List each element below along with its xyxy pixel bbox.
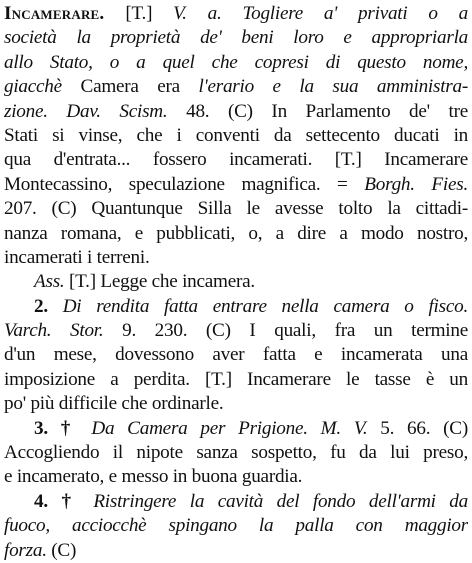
- entry-line-17: po' più difficile che ordinarle.: [4, 393, 224, 415]
- entry-line-13: 2. Di rendita fatta entrare nella camera o fisco.: [34, 295, 468, 317]
- entry-line-16: imposizione a perdita. [T.] Incamerare le tasse è un: [4, 368, 468, 390]
- entry-line-9: 207. (C) Quantunque Silla le avesse tolto la cittadi-: [4, 198, 468, 220]
- headword: Incamerare.: [4, 3, 105, 24]
- entry-line-22: fuoco, acciocchè spingano la palla con maggior: [4, 515, 468, 537]
- entry-line-3: allo Stato, o a quel che copresi di questo nome,: [4, 51, 468, 73]
- entry-line-11: incamerati i terreni.: [4, 246, 150, 268]
- entry-line-5: zione. Dav. Scism. 48. (C) In Parlamento de' tre: [4, 100, 468, 122]
- entry-line-21: 4. † Ristringere la cavità del fondo dell'armi da: [34, 490, 468, 512]
- entry-line-7: qua d'entrata... fossero incamerati. [T.] Incamerare: [4, 149, 468, 171]
- entry-line-6: Stati si vinse, che i conventi da settecento ducati in: [4, 124, 468, 146]
- entry-line-15: d'un mese, dovessono aver fatta e incamerata una: [4, 344, 468, 366]
- entry-line-2: società la proprietà de' beni loro e appropriarla: [4, 27, 468, 49]
- entry-line-1: Incamerare. [T.] V. a. Togliere a' privati o a: [4, 3, 468, 24]
- entry-line-4: giacchè Camera era l'erario e la sua amministra-: [4, 76, 468, 98]
- entry-line-19: Accogliendo il nipote sanza sospetto, fu da lui preso,: [4, 442, 468, 464]
- entry-line-12: Ass. [T.] Legge che incamera.: [34, 271, 255, 293]
- entry-line-18: 3. † Da Camera per Prigione. M. V. 5. 66. (C): [34, 417, 468, 439]
- entry-line-23: forza. (C): [4, 539, 77, 561]
- entry-line-20: e incamerato, e messo in buona guardia.: [4, 466, 303, 488]
- entry-line-14: Varch. Stor. 9. 230. (C) I quali, fra un termine: [4, 320, 468, 342]
- entry-line-10: nanza romana, e pubblicati, o, a dire a modo nostro,: [4, 222, 468, 244]
- entry-line-8: Montecassino, speculazione magnifica. = Borgh. Fies.: [4, 173, 468, 195]
